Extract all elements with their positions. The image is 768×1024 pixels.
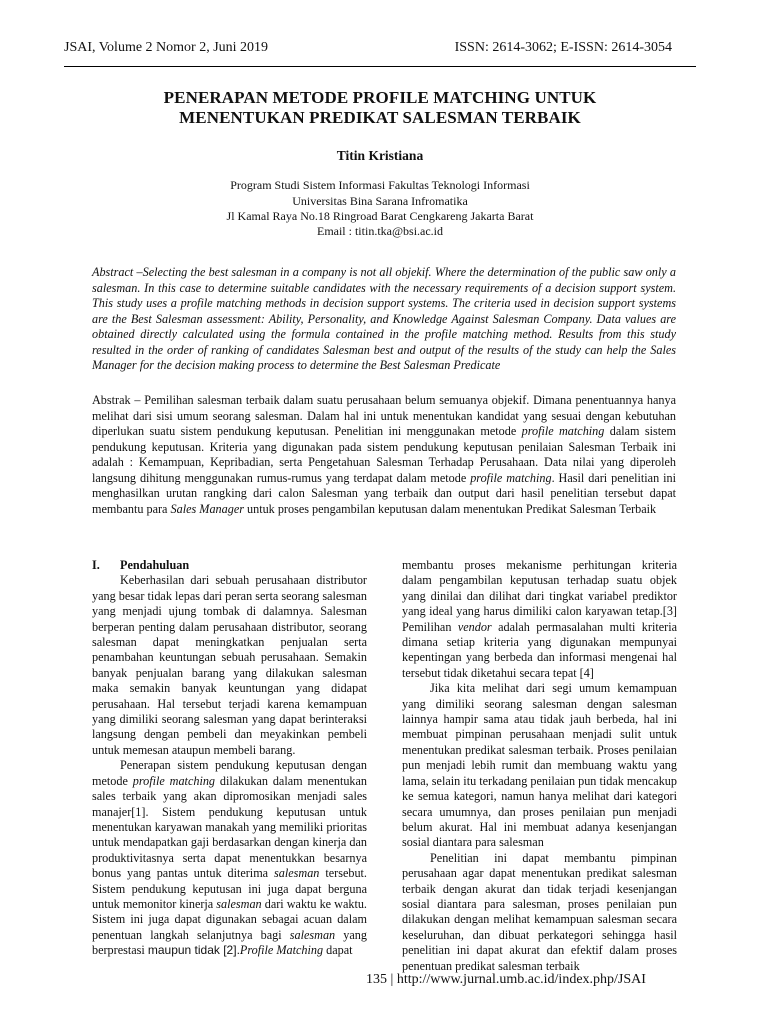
affiliation-line2: Universitas Bina Sarana Infromatika bbox=[292, 194, 468, 208]
para-em: salesman bbox=[274, 866, 320, 881]
para-text: yang berprestasi bbox=[92, 927, 367, 958]
para-em: Profile Matching bbox=[239, 943, 324, 958]
para-em: salesman bbox=[216, 896, 262, 911]
journal-url-link[interactable]: http://www.jurnal.umb.ac.id/index.php/JSAI bbox=[396, 972, 646, 987]
abstrak-em: profile matching bbox=[521, 424, 605, 438]
author-email: Email : titin.tka@bsi.ac.id bbox=[316, 224, 444, 238]
author-name: Titin Kristiana bbox=[336, 148, 424, 163]
paper-title-line2: MENENTUKAN PREDIKAT SALESMAN TERBAIK bbox=[179, 108, 581, 127]
para-text: dapat bbox=[323, 943, 353, 958]
intro-paragraph-3: Jika kita melihat dari segi umum kemampuan yang dimiliki seorang salesman dengan salesman lainnya hampir sama atau tidak jauh berbeda, hal ini membuat pimpinan perusahaan menjadi sulit untuk menentukan predikat salesman terbaik. Proses penilaian pun menjadi lebih rumit dan membuang waktu yang lama, selain itu terkadang penilaian pun tidak mencakup ke semua kategori, namun hanya melihat dari kategori secara umumnya, dan proses penilaian pun menjadi belum akurat. Hal ini membuat adanya kesenjangan sosial diantara para salesman bbox=[402, 681, 677, 850]
para-text: Penerapan sistem pendukung keputusan dengan metode bbox=[92, 758, 367, 788]
para-text: membantu proses mekanisme perhitungan kriteria dalam pengambilan keputusan terhadap suatu objek yang dinilai dan dilihat dari tingkat variabel prediktor yang ideal yang harus dimiliki calon karyawan tetap.[3] Pemilihan bbox=[402, 558, 677, 634]
abstrak-text: untuk proses pengambilan keputusan dalam menentukan Predikat Salesman Terbaik bbox=[243, 501, 657, 516]
para-text: tersebut. Sistem pendukung keputusan ini juga dapat berguna untuk memonitor kinerja bbox=[92, 866, 367, 911]
abstrak-text: dalam sistem pendukung keputusan. Kriteria yang digunakan pada sistem pendukung keputusan penilaian Salesman Terbaik ini adalah : Kemampuan, Kepribadian, serta Pengetahuan Salesman Terhadap Perusahaan. Data nilai yang diperoleh langsung dihitung menggunakan rumus-rumus yang terdapat dalam metode bbox=[92, 424, 676, 485]
para-text: dari waktu ke waktu. Sistem ini juga dapat digunakan sebagai acuan dalam penentuan langkah selanjutnya bagi bbox=[92, 896, 367, 942]
page-footer bbox=[366, 972, 646, 988]
para-text: dilakukan dalam menentukan sales terbaik yang akan dipromosikan menjadi sales manajer[1]. Sistem pendukung keputusan untuk menentukan karyawan manakah yang memiliki prioritas untuk mendapatkan gaji berdasarkan dengan kinerja dan produktivitasnya serta dapat menentukkan besarnya bonus yang pantas untuk diterima bbox=[92, 773, 368, 881]
intro-paragraph-4: Penelitian ini dapat membantu pimpinan perusahaan agar dapat menentukan predikat salesman terbaik dengan akurat dan tidak terjadi kesenjangan sosial diantara para salesman, proses penilaian pun dilakukan dengan melihat kemampuan salesman secara keseluruhan, dan dibuat perkategori sehingga hasil penelitian ini dapat akurat dan efektif dalam proses penentuan predikat salesman terbaik bbox=[402, 850, 677, 973]
page-number: 135 bbox=[366, 972, 387, 987]
journal-header: JSAI, Volume 2 Nomor 2, Juni 2019 bbox=[64, 40, 269, 55]
intro-paragraph-1: Keberhasilan dari sebuah perusahaan distributor yang besar tidak lepas dari peran serta seorang salesman yang menjadi ujung tombak di dalamnya. Salesman berperan penting dalam perusahaan distributor, seorang salesman dapat meningkatkan penjualan serta penambahan keuntungan sebuah perusahaan. Semakin banyak penjualan barang yang dilakukan salesman maka semakin banyak keuntungan yang didapat perusahaan. Hal tersebut terjadi karena kemampuan yang dimiliki seorang salesman yang dapat berinteraksi langsung dengan pembeli dan meyakinkan pembeli untuk memesan ataupun membeli barang. bbox=[92, 573, 367, 757]
paper-title-line1: PENERAPAN METODE PROFILE MATCHING UNTUK bbox=[163, 88, 597, 107]
section-number: I. bbox=[92, 558, 100, 572]
abstrak-text: . Hasil dari penelitian ini menghasilkan urutan rangking dari calon Salesman yang terbaik dan output dari hasil penelitian tersebut dapat membantu para bbox=[92, 470, 677, 516]
section-heading bbox=[92, 558, 367, 573]
right-column bbox=[402, 558, 677, 974]
abstract-english bbox=[92, 265, 676, 374]
issn-header: ISSN: 2614-3062; E-ISSN: 2614-3054 bbox=[454, 40, 672, 55]
intro-paragraph-2-cont bbox=[402, 558, 677, 681]
abstrak-text: Abstrak – Pemilihan salesman terbaik dalam suatu perusahaan belum semuanya objekif. Dimana penentuannya hanya melihat dari sisi umum seorang salesman. Dalam hal ini untuk menentukan kandidat yang sesuai dengan kebutuhan diperlukan suatu sistem pendukung keputusan. Penelitian ini menggunakan metode bbox=[92, 393, 676, 438]
para-em: vendor bbox=[457, 619, 492, 634]
abstract-english-text: Selecting the best salesman in a company is not all objekif. Where the determination of the public saw only a salesman. In this case to determine suitable candidates with the necessary requirements of a decision support system. This study uses a profile matching methods in decision support systems. The criteria used in decision support systems are the Best Salesman assessment: Ability, Personality, and Knowledge Against Salesman Company. Data values are obtained directly calculated using the formula contained in the profile matching method. Results from this study resulted in the order of ranking of candidates Salesman best and output of the results of the study can help the Sales Manager for the decision making process to determine the Best Salesman Predicate bbox=[92, 265, 676, 372]
affiliation-line3: Jl Kamal Raya No.18 Ringroad Barat Cengkareng Jakarta Barat bbox=[226, 209, 534, 223]
para-em: profile matching bbox=[132, 773, 216, 788]
footer-separator: | bbox=[387, 972, 397, 987]
para-text: adalah permasalahan multi kriteria dimana setiap kriteria yang digunakan mempunyai kepentingan yang berbeda dan informasi mengenai hal tersebut tidak diketahui secara tepat [4] bbox=[402, 619, 677, 680]
abstract-label: Abstract – bbox=[92, 265, 143, 279]
section-title: Pendahuluan bbox=[120, 558, 190, 572]
affiliation-line1: Program Studi Sistem Informasi Fakultas Teknologi Informasi bbox=[230, 178, 530, 192]
para-em: salesman bbox=[289, 927, 336, 942]
abstrak-em: profile matching bbox=[470, 470, 552, 485]
header-rule bbox=[64, 66, 696, 67]
abstrak-em: Sales Manager bbox=[170, 501, 244, 516]
para-text: maupun tidak [2]. bbox=[147, 943, 240, 958]
intro-paragraph-2 bbox=[92, 758, 367, 958]
left-column bbox=[92, 558, 367, 959]
abstract-indonesian bbox=[92, 393, 676, 517]
